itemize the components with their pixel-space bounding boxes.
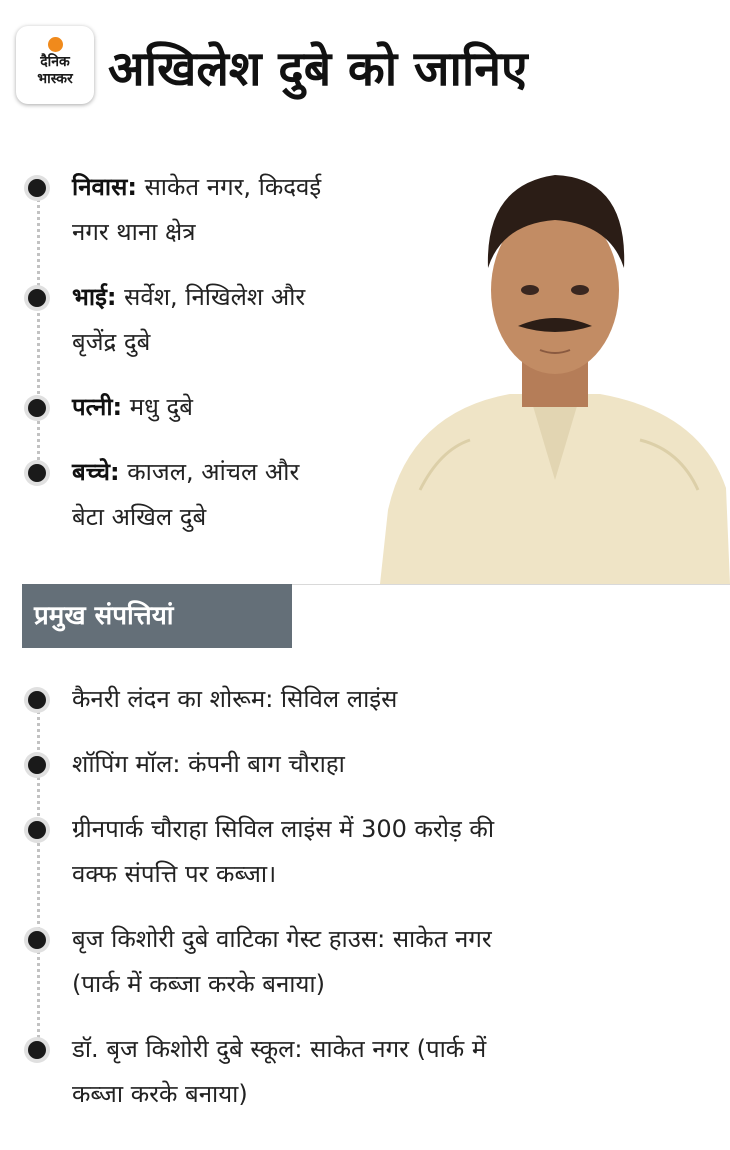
profile-value: सर्वेश, निखिलेश और <box>124 283 306 311</box>
property-text-cont: (पार्क में कब्जा करके बनाया) <box>72 970 326 998</box>
logo-text-line1: दैनिक <box>40 54 70 70</box>
property-text: शॉपिंग मॉल: कंपनी बाग चौराहा <box>72 750 345 778</box>
section-divider <box>292 584 730 585</box>
sun-icon <box>48 37 63 52</box>
profile-wife <box>72 385 193 430</box>
profile-residence <box>72 165 321 255</box>
property-timeline-line <box>37 700 40 1050</box>
profile-label: निवास: <box>72 173 137 201</box>
page-title: अखिलेश दुबे को जानिए <box>108 41 528 97</box>
property-bullet <box>28 821 46 839</box>
profile-value: काजल, आंचल और <box>127 458 300 486</box>
property-bullet <box>28 1041 46 1059</box>
profile-bullet <box>28 179 46 197</box>
profile-value-cont: नगर थाना क्षेत्र <box>72 218 196 246</box>
profile-label: भाई: <box>72 283 117 311</box>
section-banner <box>22 584 292 648</box>
profile-value-cont: बृजेंद्र दुबे <box>72 328 151 356</box>
profile-value: साकेत नगर, किदवई <box>144 173 322 201</box>
property-bullet <box>28 756 46 774</box>
profile-label: बच्चे: <box>72 458 120 486</box>
property-item <box>72 917 492 1007</box>
profile-label: पत्नी: <box>72 393 123 421</box>
profile-value: मधु दुबे <box>129 393 193 421</box>
property-text: डॉ. बृज किशोरी दुबे स्कूल: साकेत नगर (पार्क में <box>72 1035 487 1063</box>
profile-value-cont: बेटा अखिल दुबे <box>72 503 207 531</box>
property-text: कैनरी लंदन का शोरूम: सिविल लाइंस <box>72 685 398 713</box>
logo-text-line2: भास्कर <box>37 71 73 87</box>
profile-children <box>72 450 299 540</box>
property-item <box>72 1027 486 1117</box>
property-text: ग्रीनपार्क चौराहा सिविल लाइंस में 300 करोड़ की <box>72 815 495 843</box>
property-bullet <box>28 691 46 709</box>
profile-bullet <box>28 289 46 307</box>
profile-bullet <box>28 464 46 482</box>
portrait-photo <box>380 150 730 584</box>
property-item <box>72 807 494 897</box>
dainik-bhaskar-logo <box>16 26 94 104</box>
property-bullet <box>28 931 46 949</box>
section-title: प्रमुख संपत्तियां <box>34 601 174 631</box>
profile-bullet <box>28 399 46 417</box>
portrait-illustration <box>380 150 730 584</box>
property-text-cont: वक्फ संपत्ति पर कब्जा। <box>72 860 277 888</box>
property-text: बृज किशोरी दुबे वाटिका गेस्ट हाउस: साकेत नगर <box>72 925 492 953</box>
property-item <box>72 677 397 722</box>
property-item <box>72 742 345 787</box>
property-text-cont: कब्जा करके बनाया) <box>72 1080 248 1108</box>
profile-timeline-line <box>37 188 40 484</box>
profile-brothers <box>72 275 305 365</box>
